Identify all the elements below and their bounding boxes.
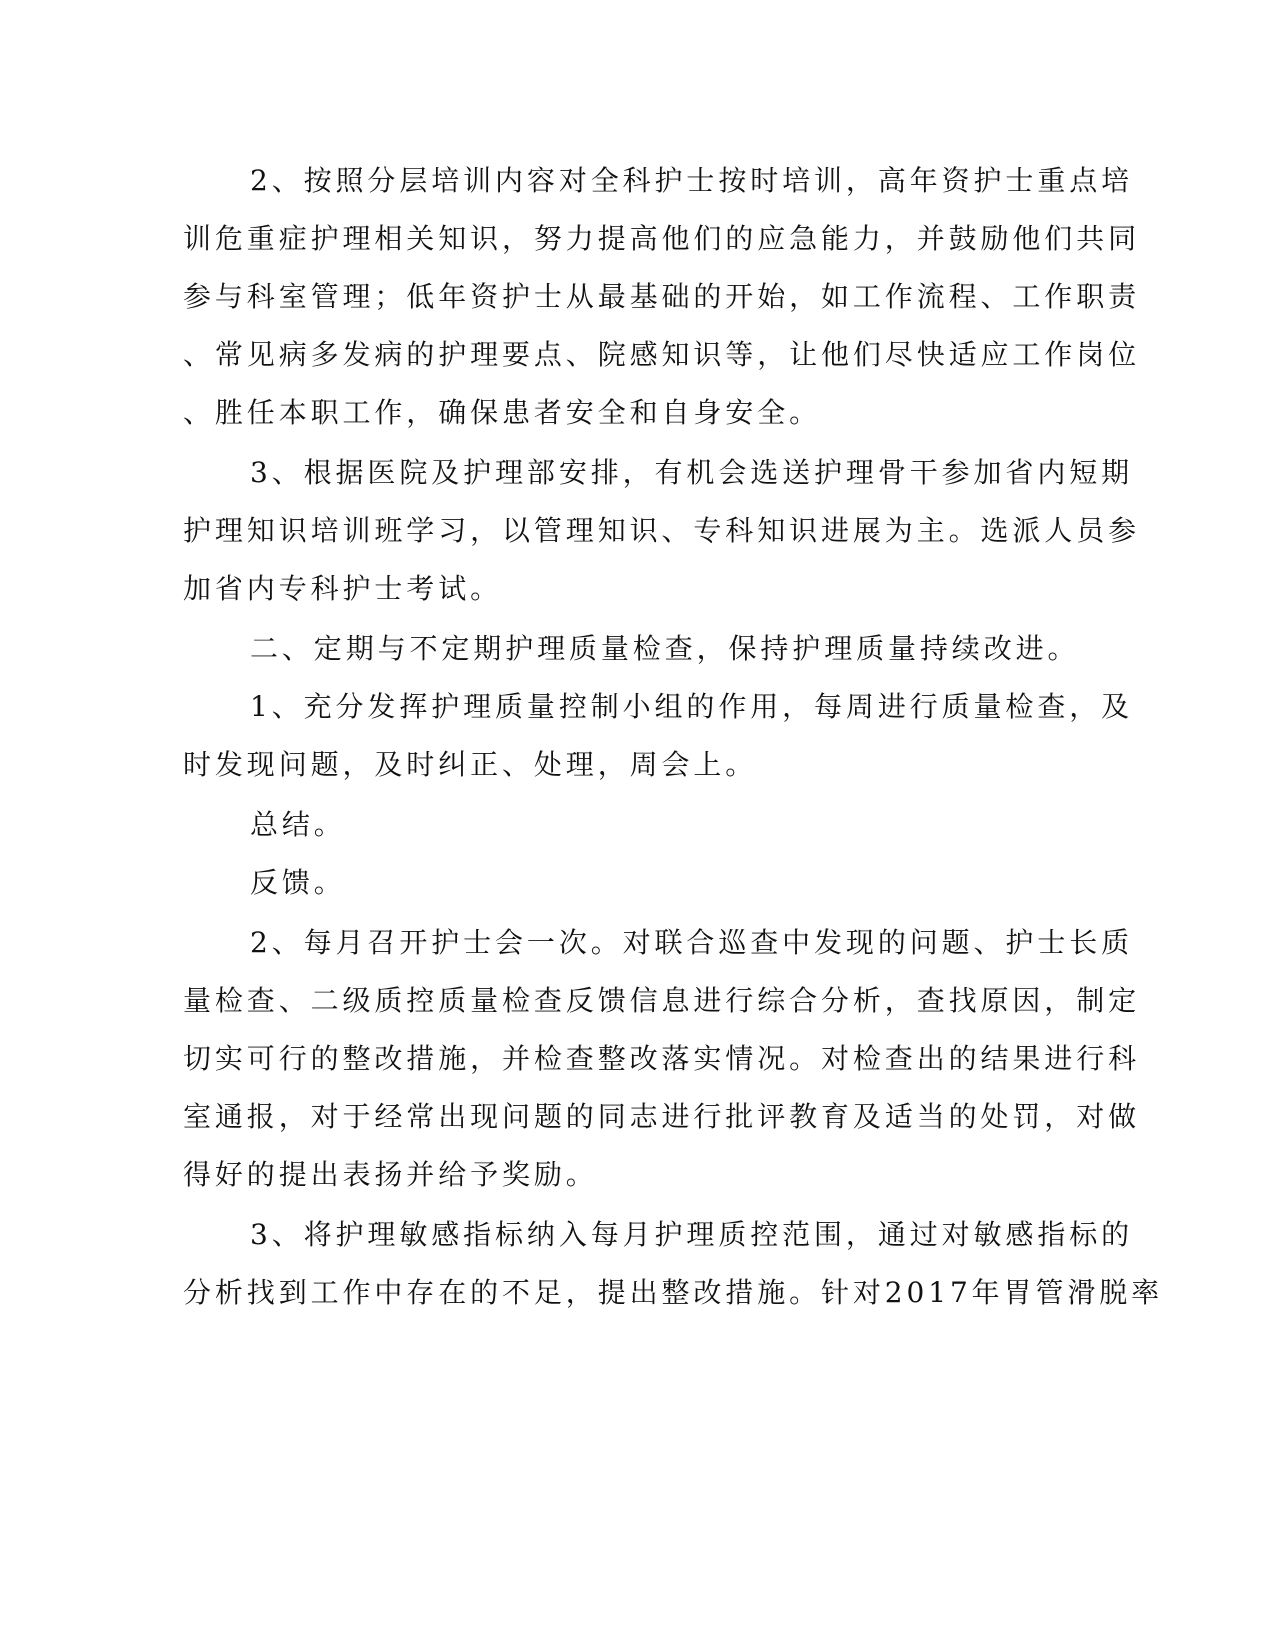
paragraph-line: 参与科室管理；低年资护士从最基础的开始，如工作流程、工作职责 [183,280,1141,313]
paragraph-line: 总结。 [250,808,346,841]
paragraph-line: 护理知识培训班学习，以管理知识、专科知识进展为主。选派人员参 [183,514,1141,547]
paragraph-line: 时发现问题，及时纠正、处理，周会上。 [183,748,758,781]
paragraph-line: 2、每月召开护士会一次。对联合巡查中发现的问题、护士长质 [250,926,1134,959]
paragraph-line: 切实可行的整改措施，并检查整改落实情况。对检查出的结果进行科 [183,1042,1141,1075]
paragraph-line: 量检查、二级质控质量检查反馈信息进行综合分析，查找原因，制定 [183,984,1141,1017]
paragraph-line: 、胜任本职工作，确保患者安全和自身安全。 [183,396,822,429]
paragraph-line: 反馈。 [250,866,346,899]
paragraph-line: 分析找到工作中存在的不足，提出整改措施。针对2017年胃管滑脱率 [183,1276,1164,1309]
paragraph-line: 2、按照分层培训内容对全科护士按时培训，高年资护士重点培 [250,164,1134,197]
paragraph-line: 训危重症护理相关知识，努力提高他们的应急能力，并鼓励他们共同 [183,222,1141,255]
paragraph-line: 3、将护理敏感指标纳入每月护理质控范围，通过对敏感指标的 [250,1218,1134,1251]
paragraph-line: 3、根据医院及护理部安排，有机会选送护理骨干参加省内短期 [250,456,1134,489]
paragraph-line: 、常见病多发病的护理要点、院感知识等，让他们尽快适应工作岗位 [183,338,1141,371]
paragraph-line: 加省内专科护士考试。 [183,572,503,605]
paragraph-line: 1、充分发挥护理质量控制小组的作用，每周进行质量检查，及 [250,690,1134,723]
paragraph-line: 得好的提出表扬并给予奖励。 [183,1158,598,1191]
paragraph-line: 室通报，对于经常出现问题的同志进行批评教育及适当的处罚，对做 [183,1100,1141,1133]
section-heading: 二、定期与不定期护理质量检查，保持护理质量持续改进。 [250,632,1080,665]
